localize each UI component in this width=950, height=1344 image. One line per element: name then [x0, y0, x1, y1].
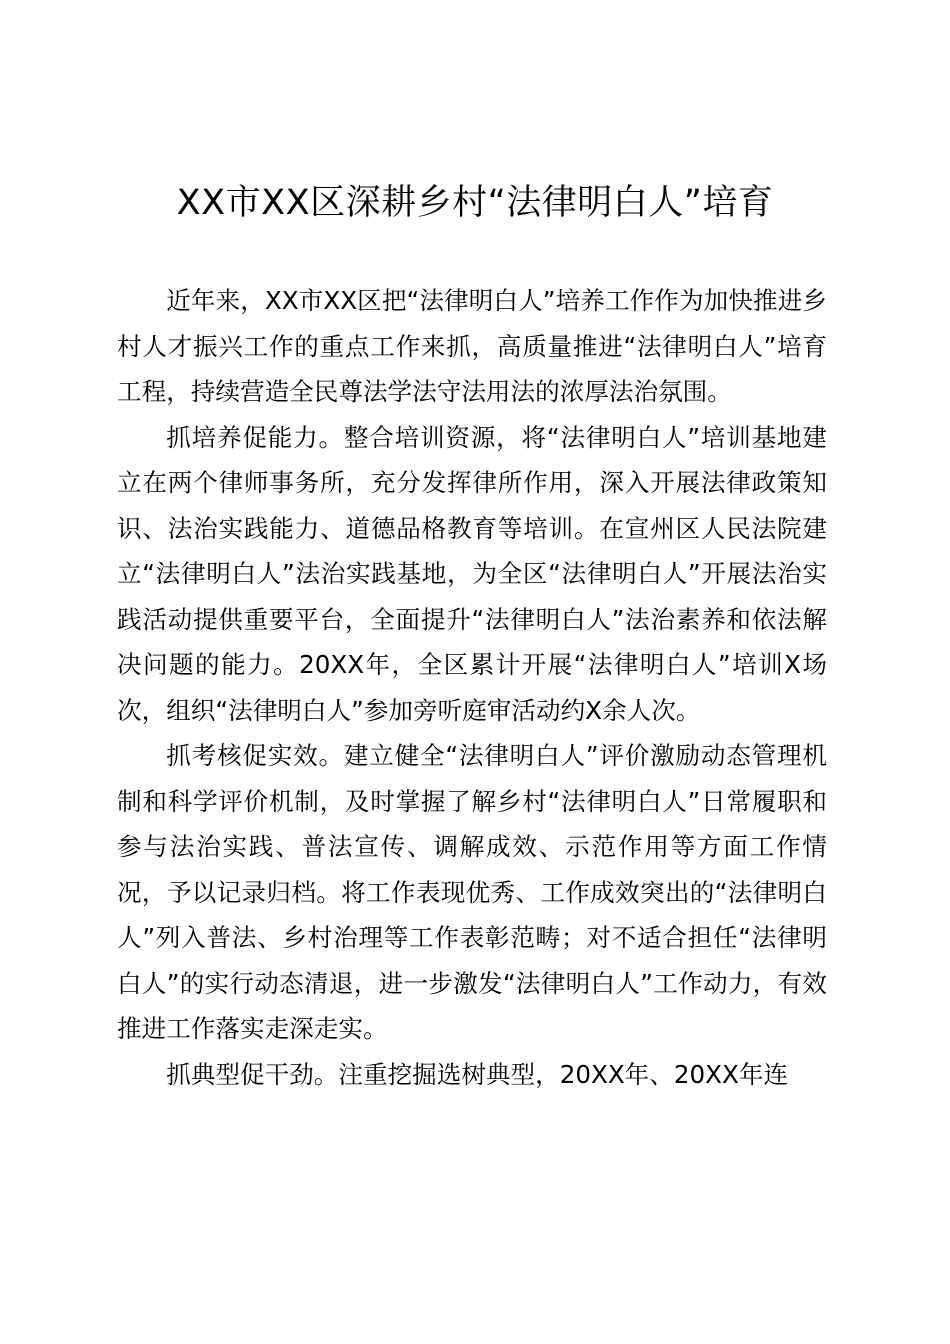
paragraph-models: 抓典型促干劲。注重挖掘选树典型，20XX年、20XX年连 [166, 1059, 789, 1089]
document-body [117, 278, 827, 1097]
document-title: XX市XX区深耕乡村“法律明白人”培育 [176, 183, 774, 223]
paragraph-training: 抓培养促能力。整合培训资源，将“法律明白人”培训基地建立在两个律师事务所，充分发挥律所作用，深入开展法律政策知识、法治实践能力、道德品格教育等培训。在宣州区人民法院建立“法律明白人”法治实践基地，为全区“法律明白人”开展法治实践活动提供重要平台，全面提升“法律明白人”法治素养和依法解决问题的能力。20XX年，全区累计开展“法律明白人”培训X场次，组织“法律明白人”参加旁听庭审活动约X余人次。 [117, 422, 827, 725]
paragraph-intro: 近年来，XX市XX区把“法律明白人”培养工作作为加快推进乡村人才振兴工作的重点工作来抓，高质量推进“法律明白人”培育工程，持续营造全民尊法学法守法用法的浓厚法治氛围。 [117, 286, 827, 406]
paragraph-assessment: 抓考核促实效。建立健全“法律明白人”评价激励动态管理机制和科学评价机制，及时掌握了解乡村“法律明白人”日常履职和参与法治实践、普法宣传、调解成效、示范作用等方面工作情况，予以记录归档。将工作表现优秀、工作成效突出的“法律明白人”列入普法、乡村治理等工作表彰范畴；对不适合担任“法律明白人”的实行动态清退，进一步激发“法律明白人”工作动力，有效推进工作落实走深走实。 [117, 741, 827, 1043]
